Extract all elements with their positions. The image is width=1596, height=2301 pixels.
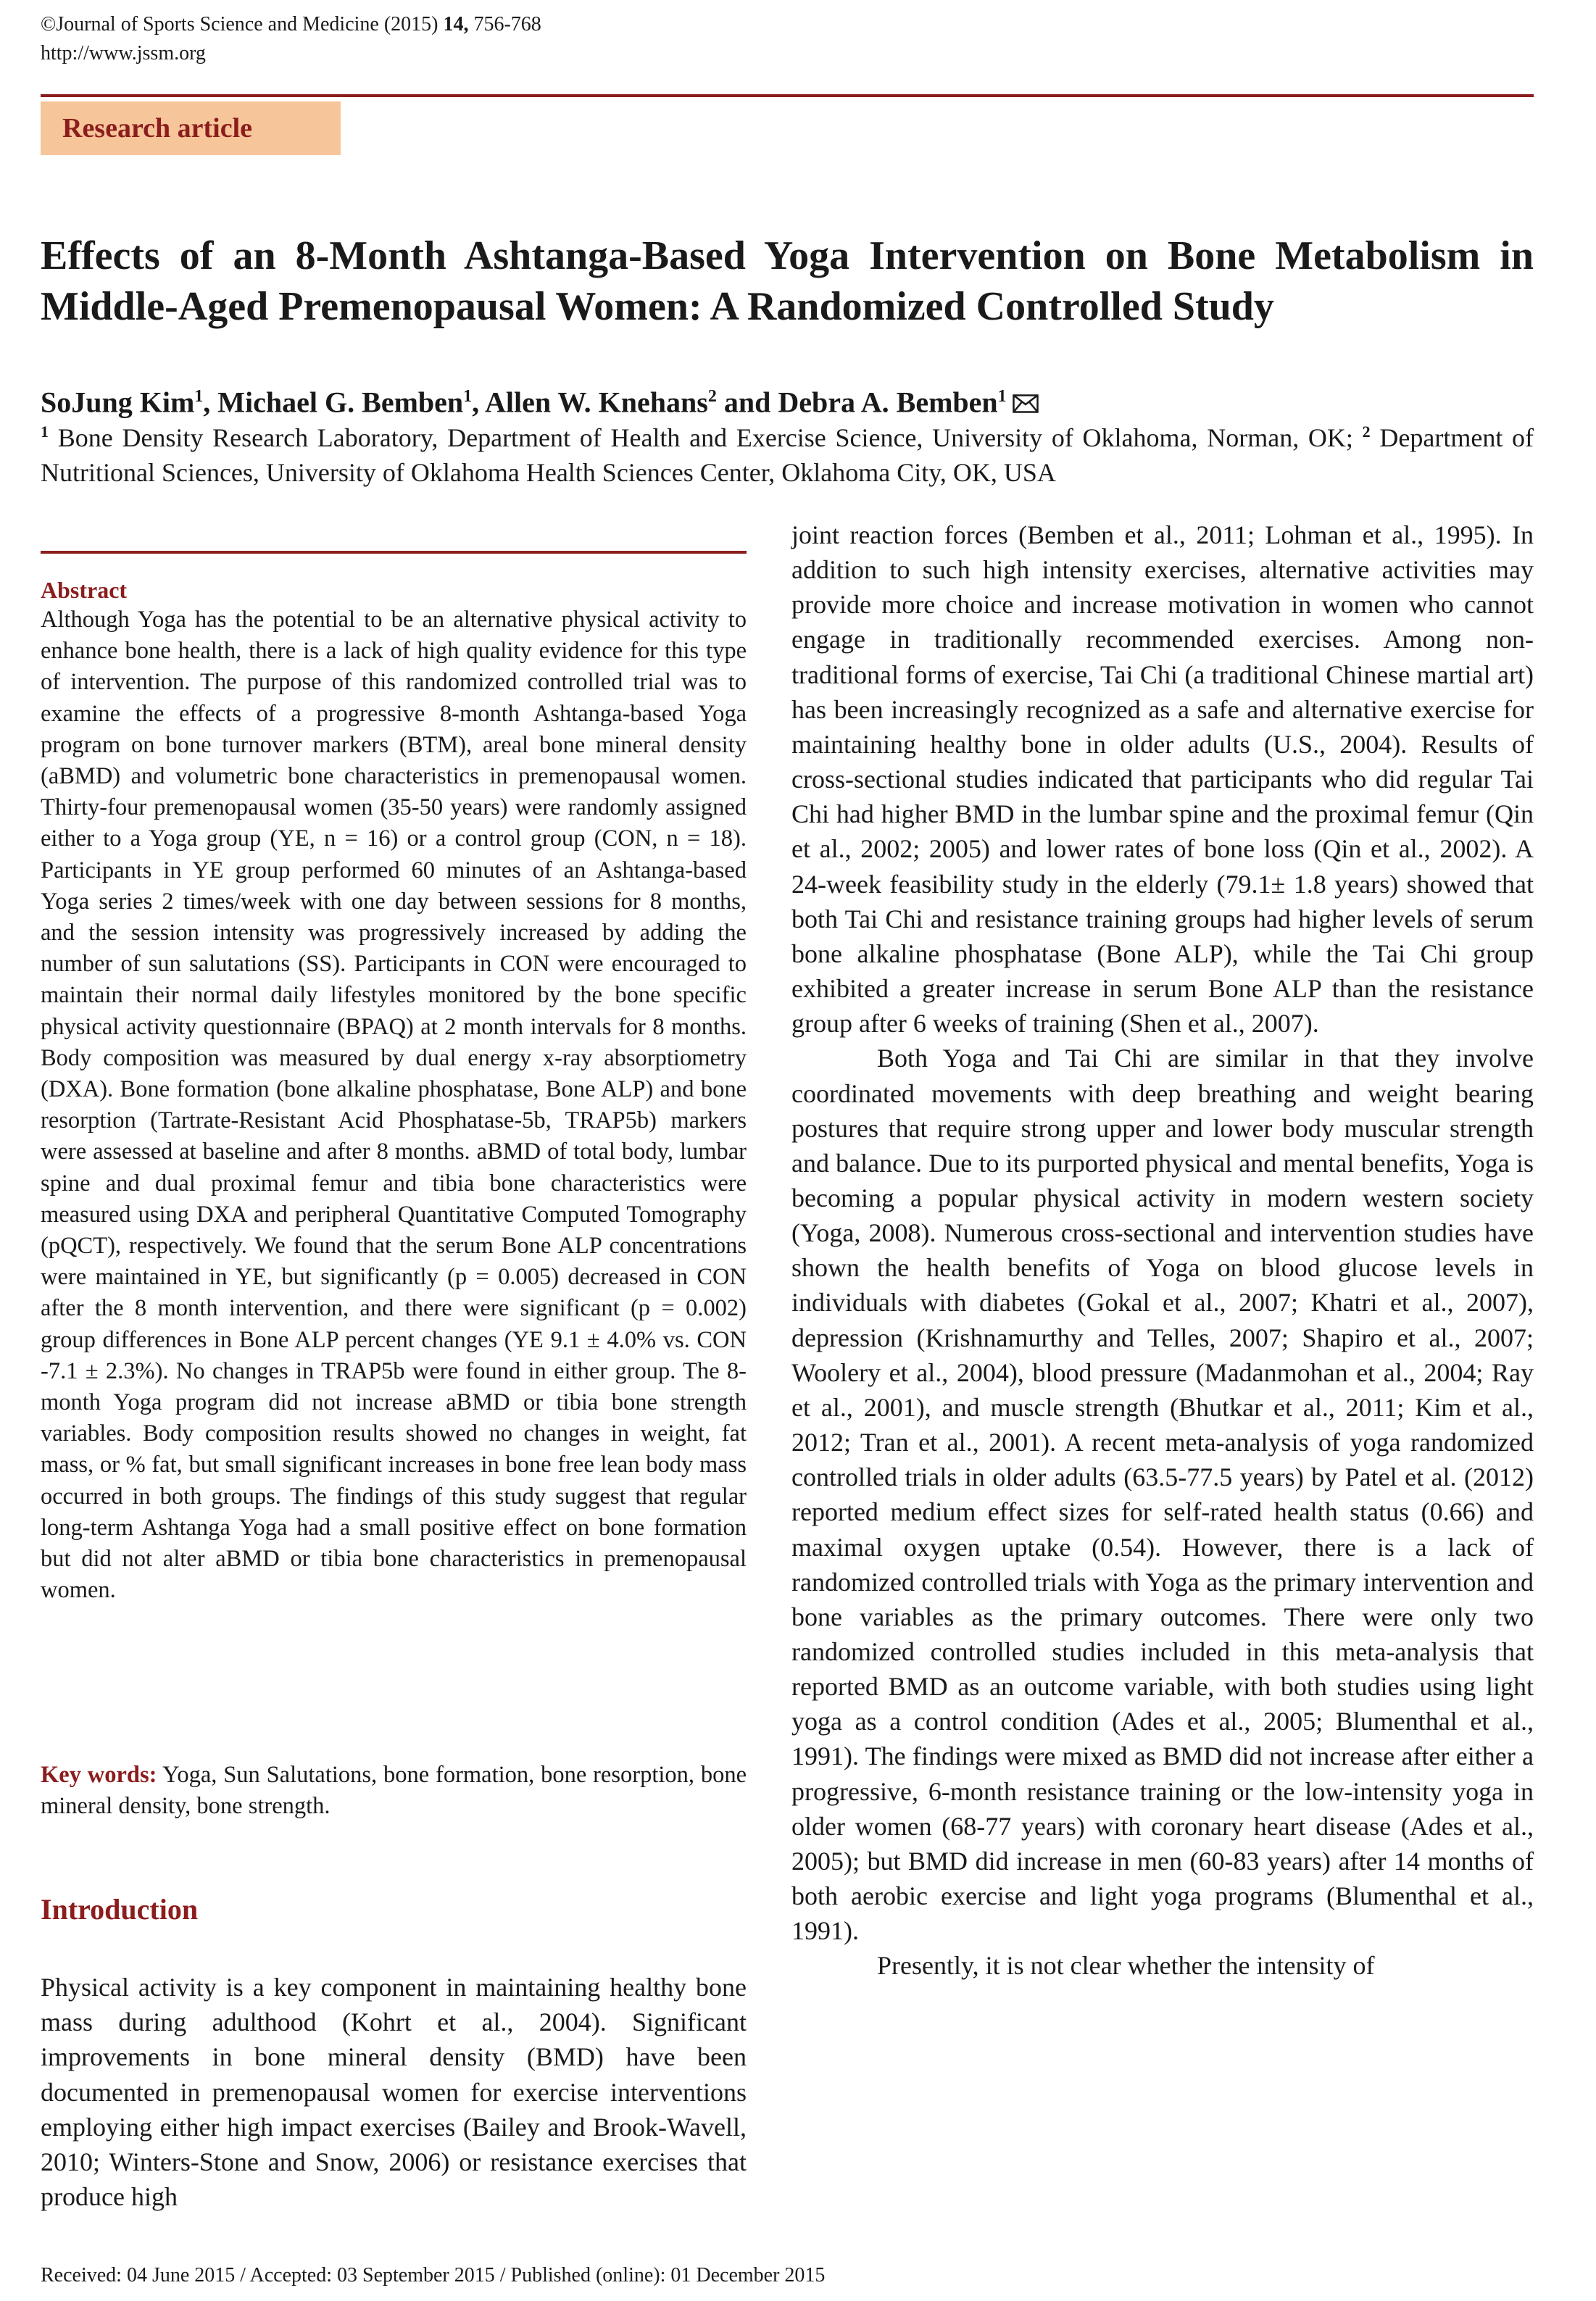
author-affiliation-marker: 2: [707, 387, 717, 406]
author-list: SoJung Kim$^1$, Michael G. Bemben$^1$, Allen W. Knehans$^2$ and Debra A. Bemben$^1$: [41, 377, 1534, 422]
journal-pages: 756-768: [473, 13, 541, 36]
journal-volume: 14,: [443, 13, 469, 36]
affiliation-1: $^1$ Bone Density Research Laboratory, Department of Health and Exercise Science, University of Oklahoma, Norman, OK;: [41, 423, 1363, 452]
paragraph: Presently, it is not clear whether the intensity of: [877, 1951, 1375, 1981]
author-affiliation-marker: 1: [463, 387, 473, 406]
introduction-heading: Introduction: [41, 1893, 199, 1926]
author-name[interactable]: Michael G. Bemben: [217, 386, 464, 419]
keywords-label: Key words:: [41, 1762, 157, 1788]
email-envelope-icon[interactable]: [1013, 384, 1039, 403]
author-name[interactable]: Debra A. Bemben: [778, 386, 998, 419]
author-affiliation-marker: 1: [194, 387, 204, 406]
affiliations: [41, 415, 1534, 490]
introduction-left-column: Physical activity is a key component in maintaining healthy bone mass during adulthood (Kohrt et al., 2004). Significant improvements in bone mineral density (BMD) have been documented in premenopausal women for exercise interventions employing either high impact exercises (Bailey and Brook-Wavell, 2010; Winters-Stone and Snow, 2006) or resistance exercises that produce high: [41, 1973, 747, 2212]
keywords-text: Yoga, Sun Salutations, bone formation, bone resorption, bone mineral density, bone strength.: [41, 1762, 747, 1819]
author-name[interactable]: SoJung Kim: [41, 386, 195, 419]
abstract-heading: Abstract: [41, 577, 128, 603]
publication-dates-footer: Received: 04 June 2015 / Accepted: 03 September 2015 / Published (online): 01 December 2015: [41, 2264, 826, 2287]
article-type-badge: Research article: [41, 101, 341, 155]
author-name[interactable]: Allen W. Knehans: [484, 386, 708, 419]
abstract-body: Although Yoga has the potential to be an alternative physical activity to enhance bone health, there is a lack of high quality evidence for this type of intervention. The purpose of this randomized controlled trial was to examine the effects of a progressive 8-month Ashtanga-based Yoga program on bone turnover markers (BTM), areal bone mineral density (aBMD) and volumetric bone characteristics in premenopausal women. Thirty-four premenopausal women (35-50 years) were randomly assigned either to a Yoga group (YE, n = 16) or a control group (CON, n = 18). Participants in YE group performed 60 minutes of an Ashtanga-based Yoga series 2 times/week with one day between sessions for 8 months, and the session intensity was progressively increased by adding the number of sun salutations (SS). Participants in CON were encouraged to maintain their normal daily lifestyles monitored by the bone specific physical activity questionnaire (BPAQ) at 2 month intervals for 8 months. Body composition was measured by dual energy x-ray absorptiometry (DXA). Bone formation (bone alkaline phosphatase, Bone ALP) and bone resorption (Tartrate-Resistant Acid Phosphatase-5b, TRAP5b) markers were assessed at baseline and after 8 months. aBMD of total body, lumbar spine and dual proximal femur and tibia bone characteristics were measured using DXA and peripheral Quantitative Computed Tomography (pQCT), respectively. We found that the serum Bone ALP concentrations were maintained in YE, but significantly (p = 0.005) decreased in CON after the 8 month intervention, and there were significant (p = 0.002) group differences in Bone ALP percent changes (YE 9.1 ± 4.0% vs. CON -7.1 ± 2.3%). No changes in TRAP5b were found in either group. The 8-month Yoga program did not increase aBMD or tibia bone strength variables. Body composition results showed no changes in weight, fat mass, or % fat, but small significant increases in bone free lean body mass occurred in both groups. The findings of this study suggest that regular long-term Ashtanga Yoga had a small positive effect on bone formation but did not alter aBMD or tibia bone characteristics in premenopausal women.: [41, 607, 747, 1604]
journal-header: [41, 10, 541, 68]
journal-citation: ©Journal of Sports Science and Medicine (2015) 14, 756-768: [41, 13, 541, 36]
affiliation-2: $^2$ Department of Nutritional Sciences, University of Oklahoma Health Sciences Center, Oklahoma City, OK, USA: [41, 423, 1534, 487]
right-column: [791, 517, 1534, 1984]
keywords: [41, 1760, 747, 1822]
paragraph: Both Yoga and Tai Chi are similar in that they involve coordinated movements with deep breathing and weight bearing postures that require strong upper and lower body muscular strength and balance. Due to its purported physical and mental benefits, Yoga is becoming a popular physical activity in modern western society (Yoga, 2008). Numerous cross-sectional and intervention studies have shown the health benefits of Yoga on blood glucose levels in individuals with diabetes (Gokal et al., 2007; Khatri et al., 2007), depression (Krishnamurthy and Telles, 2007; Shapiro et al., 2007; Woolery et al., 2004), blood pressure (Madanmohan et al., 2004; Ray et al., 2001), and muscle strength (Bhutkar et al., 2011; Kim et al., 2012; Tran et al., 2001). A recent meta-analysis of yoga randomized controlled trials in older adults (63.5-77.5 years) by Patel et al. (2012) reported medium effect sizes for self-rated health status (0.66) and maximal oxygen uptake (0.54). However, there is a lack of randomized controlled trials with Yoga as the primary intervention and bone variables as the primary outcomes. There were only two randomized controlled studies included in this meta-analysis that reported BMD as an outcome variable, with both studies using light yoga as a control condition (Ades et al., 2005; Blumenthal et al., 1991). The findings were mixed as BMD did not increase after either a progressive, 6-month resistance training or the low-intensity yoga in older women (68-77 years) with coronary heart disease (Ades et al., 2005); but BMD did increase in men (60-83 years) after 14 months of both aerobic exercise and light yoga programs (Blumenthal et al., 1991).: [791, 1044, 1534, 1946]
author-affiliation-marker: 1: [997, 387, 1007, 406]
abstract-rule: [41, 551, 747, 554]
journal-url[interactable]: http://www.jssm.org: [41, 42, 206, 65]
header-rule: [41, 94, 1534, 97]
paragraph: joint reaction forces (Bemben et al., 2011; Lohman et al., 1995). In addition to such high intensity exercises, alternative activities may provide more choice and increase motivation in women who cannot engage in traditionally recommended exercises. Among non-traditional forms of exercise, Tai Chi (a traditional Chinese martial art) has been increasingly recognized as a safe and alternative exercise for maintaining healthy bone in older adults (U.S., 2004). Results of cross-sectional studies indicated that participants who did regular Tai Chi had higher BMD in the lumbar spine and the proximal femur (Qin et al., 2002; 2005) and lower rates of bone loss (Qin et al., 2002). A 24-week feasibility study in the elderly (79.1± 1.8 years) showed that both Tai Chi and resistance training groups had higher levels of serum bone alkaline phosphatase (Bone ALP), while the Tai Chi group exhibited a greater increase in serum Bone ALP than the resistance group after 6 weeks of training (Shen et al., 2007).: [791, 520, 1534, 1039]
article-title: Effects of an 8-Month Ashtanga-Based Yoga Intervention on Bone Metabolism in Middle-Aged Premenopausal Women: A Randomized Controlled Study: [41, 233, 1534, 329]
